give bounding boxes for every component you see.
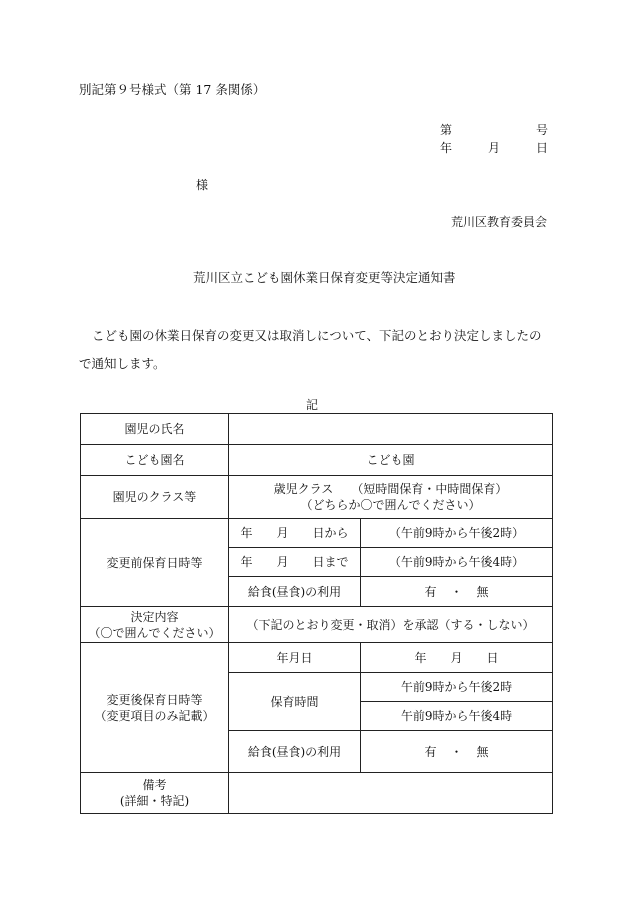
child-name-label: 園児の氏名 (81, 414, 229, 445)
date-day-label: 日 (536, 141, 549, 155)
body-text: こども園の休業日保育の変更又は取消しについて、下記のとおり決定しましたので通知します。 (79, 328, 542, 371)
after-label-line2: （変更項目のみ記載） (94, 708, 215, 723)
after-label (81, 643, 229, 773)
child-name-field[interactable] (229, 414, 553, 445)
from-date-field[interactable]: 年 月 日から (229, 519, 361, 548)
class-label: 園児のクラス等 (81, 476, 229, 519)
document-title: 荒川区立こども園休業日保育変更等決定通知書 (193, 270, 456, 285)
class-value-line2: （どちらか〇で囲んでください） (300, 498, 481, 512)
form-table (80, 413, 553, 814)
before-meal-dot: ・ (450, 584, 463, 599)
date-year-label: 年 (440, 141, 453, 155)
until-date-field[interactable]: 年 月 日まで (229, 548, 361, 577)
before-meal-label: 給食(昼食)の利用 (229, 577, 361, 607)
date-month-label: 月 (488, 141, 501, 155)
until-time-field[interactable]: （午前9時から午後4時） (361, 548, 553, 577)
from-time-field[interactable]: （午前9時から午後2時） (361, 519, 553, 548)
after-meal-dot: ・ (450, 744, 463, 759)
class-field[interactable] (229, 476, 553, 519)
after-date-field[interactable]: 年 月 日 (361, 643, 553, 673)
after-label-line1: 変更後保育日時等 (106, 692, 203, 707)
row-class (81, 476, 553, 519)
decision-label (81, 607, 229, 643)
notes-field[interactable] (229, 773, 553, 814)
class-value-line1: 歳児クラス （短時間保育・中時間保育） (273, 482, 508, 496)
after-hours-label: 保育時間 (229, 673, 361, 731)
row-school-name (81, 445, 553, 476)
after-meal-label: 給食(昼食)の利用 (229, 731, 361, 773)
before-meal-yes[interactable]: 有 (424, 584, 437, 599)
after-hours-option1[interactable]: 午前9時から午後2時 (361, 673, 553, 702)
addressee-suffix: 様 (196, 178, 209, 192)
document-number-suffix: 号 (536, 123, 549, 137)
row-after-date (81, 643, 553, 673)
document-number-prefix: 第 (440, 123, 453, 137)
school-name-field[interactable]: こども園 (229, 445, 553, 476)
after-meal-no[interactable]: 無 (476, 744, 489, 759)
ki-label: 記 (306, 398, 319, 412)
row-before-from (81, 519, 553, 548)
decision-label-line1: 決定内容 (130, 609, 179, 624)
row-decision (81, 607, 553, 643)
notes-label-line1: 備考 (142, 778, 167, 792)
before-meal-no[interactable]: 無 (476, 584, 489, 599)
after-meal-choice[interactable] (361, 731, 553, 773)
issuer: 荒川区教育委員会 (450, 215, 547, 229)
row-notes (81, 773, 553, 814)
after-date-label: 年月日 (229, 643, 361, 673)
decision-field[interactable]: （下記のとおり変更・取消）を承認（する・しない） (229, 607, 553, 643)
notes-label (81, 773, 229, 814)
before-label: 変更前保育日時等 (81, 519, 229, 607)
before-meal-choice[interactable] (361, 577, 553, 607)
row-child-name (81, 414, 553, 445)
decision-label-line2: （〇で囲んでください） (88, 625, 221, 640)
after-meal-yes[interactable]: 有 (424, 744, 437, 759)
after-hours-option2[interactable]: 午前9時から午後4時 (361, 702, 553, 731)
notes-label-line2: (詳細・特記) (119, 794, 190, 808)
school-name-label: こども園名 (81, 445, 229, 476)
form-number: 別記第９号様式（第 17 条関係） (79, 82, 266, 97)
